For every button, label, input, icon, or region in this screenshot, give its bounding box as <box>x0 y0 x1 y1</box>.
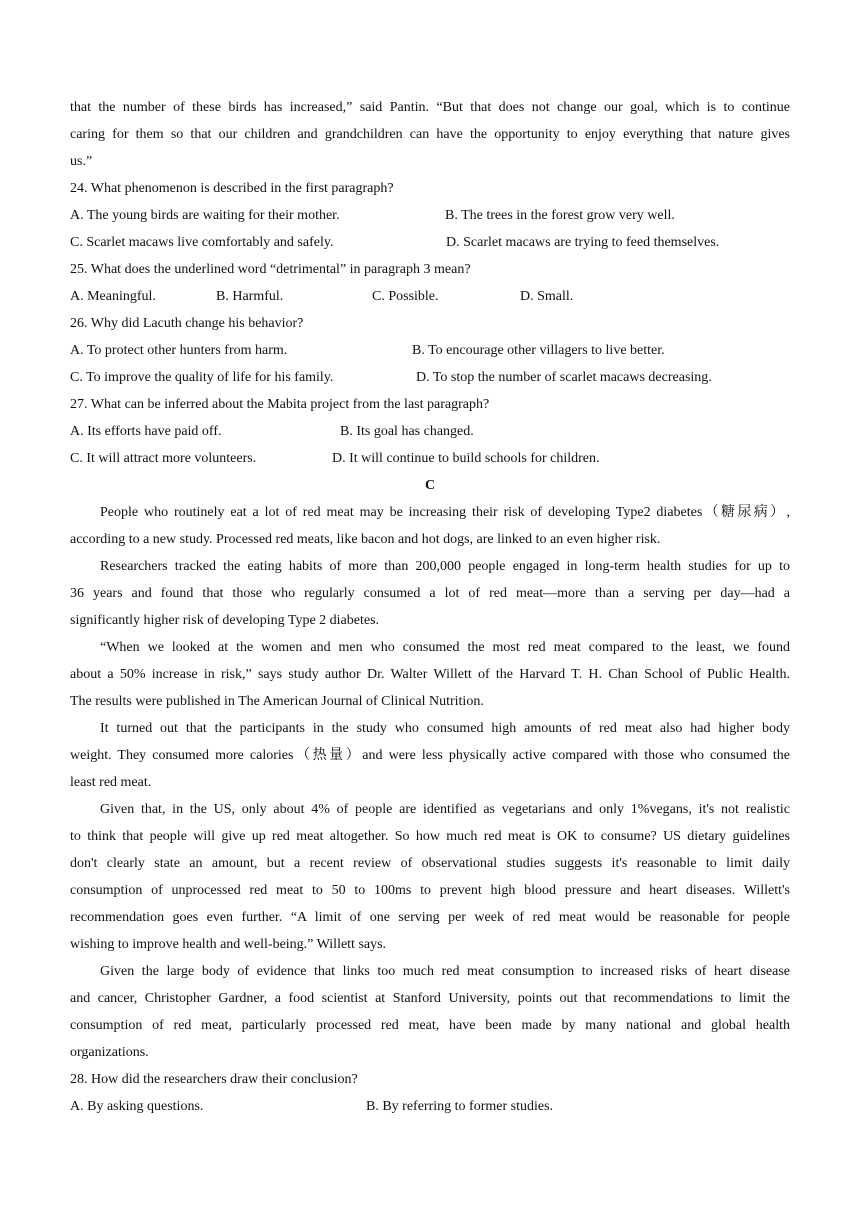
question-stem: 24. What phenomenon is described in the first paragraph? <box>70 181 394 196</box>
paragraph <box>70 715 790 796</box>
option-d: D. Small. <box>520 289 574 304</box>
paragraph <box>70 553 790 634</box>
text-line: caring for them so that our children and grandchildren can have the opportunity to enjoy everything that nature gives <box>70 127 790 142</box>
option-b: B. The trees in the forest grow very well. <box>445 208 675 223</box>
options-row <box>70 337 790 364</box>
text-line: and cancer, Christopher Gardner, a food scientist at Stanford University, points out that recommendations to limit the <box>70 991 790 1006</box>
paragraph <box>70 958 790 1066</box>
option-b: B. To encourage other villagers to live better. <box>412 343 665 358</box>
option-c: C. It will attract more volunteers. <box>70 451 257 466</box>
question-stem: 25. What does the underlined word “detrimental” in paragraph 3 mean? <box>70 262 471 277</box>
options-row <box>70 364 790 391</box>
question-24 <box>70 175 790 256</box>
document-page <box>70 94 790 1120</box>
text-line: Given that, in the US, only about 4% of people are identified as vegetarians and only 1%vegans, it's not realistic <box>100 802 790 817</box>
option-c: C. To improve the quality of life for his family. <box>70 370 334 385</box>
section-heading: C <box>424 478 436 493</box>
question-25 <box>70 256 790 310</box>
option-d: D. To stop the number of scarlet macaws decreasing. <box>416 370 712 385</box>
passage-c <box>70 499 790 1066</box>
passage-b-ending <box>70 94 790 175</box>
text-line: organizations. <box>70 1045 149 1060</box>
text-line: us.” <box>70 154 93 169</box>
text-line: recommendation goes even further. “A limit of one serving per week of red meat would be reasonable for people <box>70 910 790 925</box>
options-row <box>70 418 790 445</box>
option-b: B. Harmful. <box>216 289 284 304</box>
option-c: C. Possible. <box>372 289 439 304</box>
text-line: significantly higher risk of developing Type 2 diabetes. <box>70 613 380 628</box>
question-stem: 28. How did the researchers draw their conclusion? <box>70 1072 358 1087</box>
option-a: A. Its efforts have paid off. <box>70 424 222 439</box>
text-line: least red meat. <box>70 775 152 790</box>
paragraph <box>70 796 790 958</box>
option-c: C. Scarlet macaws live comfortably and safely. <box>70 235 334 250</box>
text-line: don't clearly state an amount, but a recent review of observational studies suggests it's reasonable to limit daily <box>70 856 790 871</box>
text-line: wishing to improve health and well-being.” Willett says. <box>70 937 387 952</box>
question-stem: 27. What can be inferred about the Mabita project from the last paragraph? <box>70 397 490 412</box>
text-line: according to a new study. Processed red meats, like bacon and hot dogs, are linked to an even higher risk. <box>70 532 661 547</box>
text-line: The results were published in The American Journal of Clinical Nutrition. <box>70 694 484 709</box>
text-line: Researchers tracked the eating habits of more than 200,000 people engaged in long-term health studies for up to <box>100 559 790 574</box>
option-a: A. Meaningful. <box>70 289 156 304</box>
question-28 <box>70 1066 790 1120</box>
text-line: It turned out that the participants in the study who consumed high amounts of red meat also had higher body <box>100 721 790 736</box>
text-line: 36 years and found that those who regularly consumed a lot of red meat—more than a serving per day—had a <box>70 586 790 601</box>
paragraph <box>70 499 790 553</box>
option-b: B. By referring to former studies. <box>366 1099 554 1114</box>
text-line: consumption of red meat, particularly processed red meat, have been made by many national and global health <box>70 1018 790 1033</box>
text-line: that the number of these birds has increased,” said Pantin. “But that does not change our goal, which is to continue <box>70 100 790 115</box>
question-27 <box>70 391 790 472</box>
option-a: A. The young birds are waiting for their mother. <box>70 208 340 223</box>
options-row <box>70 202 790 229</box>
text-line: Given the large body of evidence that links too much red meat consumption to increased risks of heart disease <box>100 964 790 979</box>
text-line: to think that people will give up red meat altogether. So how much red meat is OK to consume? US dietary guidelines <box>70 829 790 844</box>
option-b: B. Its goal has changed. <box>340 424 474 439</box>
text-line: weight. They consumed more calories（热量）and were less physically active compared with those who consumed the <box>70 748 790 763</box>
text-line: consumption of unprocessed red meat to 50 to 100ms to prevent high blood pressure and heart diseases. Willett's <box>70 883 790 898</box>
text-line: “When we looked at the women and men who consumed the most red meat compared to the least, we found <box>100 640 790 655</box>
options-row <box>70 445 790 472</box>
options-row <box>70 229 790 256</box>
text-line: about a 50% increase in risk,” says study author Dr. Walter Willett of the Harvard T. H. Chan School of Public Health. <box>70 667 790 682</box>
option-a: A. By asking questions. <box>70 1099 204 1114</box>
option-d: D. Scarlet macaws are trying to feed themselves. <box>446 235 720 250</box>
options-row <box>70 1093 790 1120</box>
text-line: People who routinely eat a lot of red meat may be increasing their risk of developing Type2 diabetes（糖尿病）, <box>100 505 790 520</box>
options-row <box>70 283 790 310</box>
option-d: D. It will continue to build schools for children. <box>332 451 600 466</box>
option-a: A. To protect other hunters from harm. <box>70 343 288 358</box>
question-stem: 26. Why did Lacuth change his behavior? <box>70 316 304 331</box>
paragraph <box>70 634 790 715</box>
question-26 <box>70 310 790 391</box>
